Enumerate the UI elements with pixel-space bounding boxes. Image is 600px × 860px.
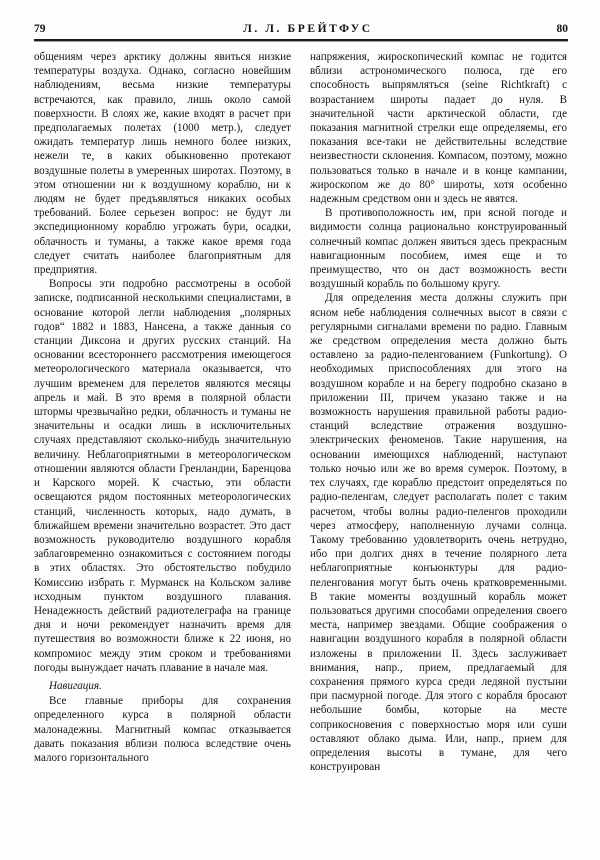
paragraph-weather-continued: общениям через арктику должны явиться низкие температуры воздуха. Однако, согласно новейшим наблюдениям, весьма низкие температуры встречаются, как правило, лишь около самой поверхности. В слоях же, какие входят в расчет при предполагаемых полетах (1000 метр.), следует ожидать температур лишь немного более низких, нежели те, в каких обыкновенно протекают воздушные полеты в умеренных широтах. Поэтому, в этом отношении ни к воздушному кораблю, ни к людям не будет предъявляться никаких особых требований. Более серьезен вопрос: не будут ли экспедиционному кораблю угрожать бури, осадки, облачность и туманы, а также какое время года следует считать наиболее благоприятным для предприятия. (34, 51, 291, 277)
running-header (34, 22, 568, 40)
body-columns (34, 50, 568, 850)
paragraph-navigation-instruments: Все главные приборы для сохранения определенного курса в полярной области малонадежны. Магнитный компас отказывается давать показания вблизи полюса вследствие очень малого горизонтального (34, 695, 291, 764)
paragraph-radio-direction-finding: Для определения места должны служить при ясном небе наблюдения солнечных высот в связи с регулярными сигналами времени по радио. Главным же средством определения места должно быть оставлено за радио-пеленгованием (Funkortung). О необходимых приспособлениях для этого на воздушном корабле и на берегу подробно сказано в приложении III, причем указано также и на возможность нарушения правильной работы радио-станций вследствие отражения воздушно-электрических феноменов. Такие нарушения, на основании имеющихся наблюдений, наступают только ночью или же во время сумерок. Поэтому, в тех случаях, где кораблю предстоит определяться по радио-пеленгам, следует располагать полет с таким расчетом, чтобы волны радио-пеленгов проходили через атмосферу, наполненную лучами солнца. Такому требованию удовлетворить очень нетрудно, ибо при долгих днях в течение полярного лета неблагоприятные конъюнктуры для радио-пеленгования могут быть очень кратковременными. В такие моменты воздушный корабль может пользоваться другими способами определения своего места, например звездами. Общие соображения о навигации воздушного корабля в полярной области изложены в приложении II. Здесь заслуживает внимания, напр., прием, предлагаемый для сохранения прямого курса среди ледяной пустыни при пасмурной погоде. Для этого с корабля бросают небольшие бомбы, которые на месте соприкосновения с поверхностью моря или суши оставляют облако дыма. Или, напр., прием для определения высоты в тумане, для чего конструирован (310, 292, 567, 774)
subheading-navigation: Навигация. (49, 679, 102, 692)
header-rule (34, 39, 568, 41)
running-title: Л. Л. БРЕЙТФУС (243, 23, 373, 35)
paragraph-gyro-compass-continued: напряжения, жироскопический компас не годится вблизи астрономического полюса, где его способность выпрямляться (seine Richtkraft) с возрастанием широты падает до нуля. В значительной части арктической области, где показания магнитной стрелки еще определяемы, его показания все-таки не действительны вследствие неизвестности склонения. Компасом, поэтому, можно пользоваться только в начале и в конце кампании, жироскопом же до 80° широты, хотя особенно надежным средством они и здесь не явятся. (310, 51, 567, 206)
page-number-right: 80 (556, 23, 568, 35)
page-number-left: 79 (34, 23, 46, 35)
running-header-row (34, 22, 568, 37)
paragraph-sun-compass: В противоположность им, при ясной погоде и видимости солнца рационально конструированный солнечный компас должен явиться здесь прекрасным навигационным пособием, имея еще и то преимущество, что он даст возможность вести воздушный корабль по большому кругу. (310, 207, 567, 291)
paragraph-meteorological-record: Вопросы эти подробно рассмотрены в особой записке, подписанной несколькими специалистами, в основание которой легли наблюдения „полярных годов“ 1882 и 1883, Нансена, а также данныя со станции Диксона и других русских станций. На основании всестороннего рассмотрения имеющегося метеорологического материала оказывается, что лучшим временем для перелетов являются месяцы апрель и май. В это время в полярной области штормы чрезвычайно редки, облачность и туманы не значительны и осадки лишь в исключительных случаях представляют сколько-нибудь значительную величину. Неблагоприятными в метеорологическом отношении являются области Гренландии, Баренцова и Карского морей. К счастью, эти области освещаются рядом постоянных метеорологических станций, численность которых, надо думать, в ближайшем времени значительно возрастет. Это даст возможность руководителю воздушного корабля заблаговременно ознакомиться с состоянием погоды в этих областях. Это обстоятельство побудило Комиссию избрать г. Мурманск на Кольском заливе исходным пунктом воздушного плавания. Ненадежность действий радиотелеграфа на границе дня и ночи рекомендует назначить время для путешествия во возможности ближе к 22 июня, но компромиос между этим сроком и требованиями погоды вынуждает начать плавание в начале мая. (34, 278, 291, 674)
column-right (310, 50, 567, 850)
column-left (34, 50, 291, 850)
